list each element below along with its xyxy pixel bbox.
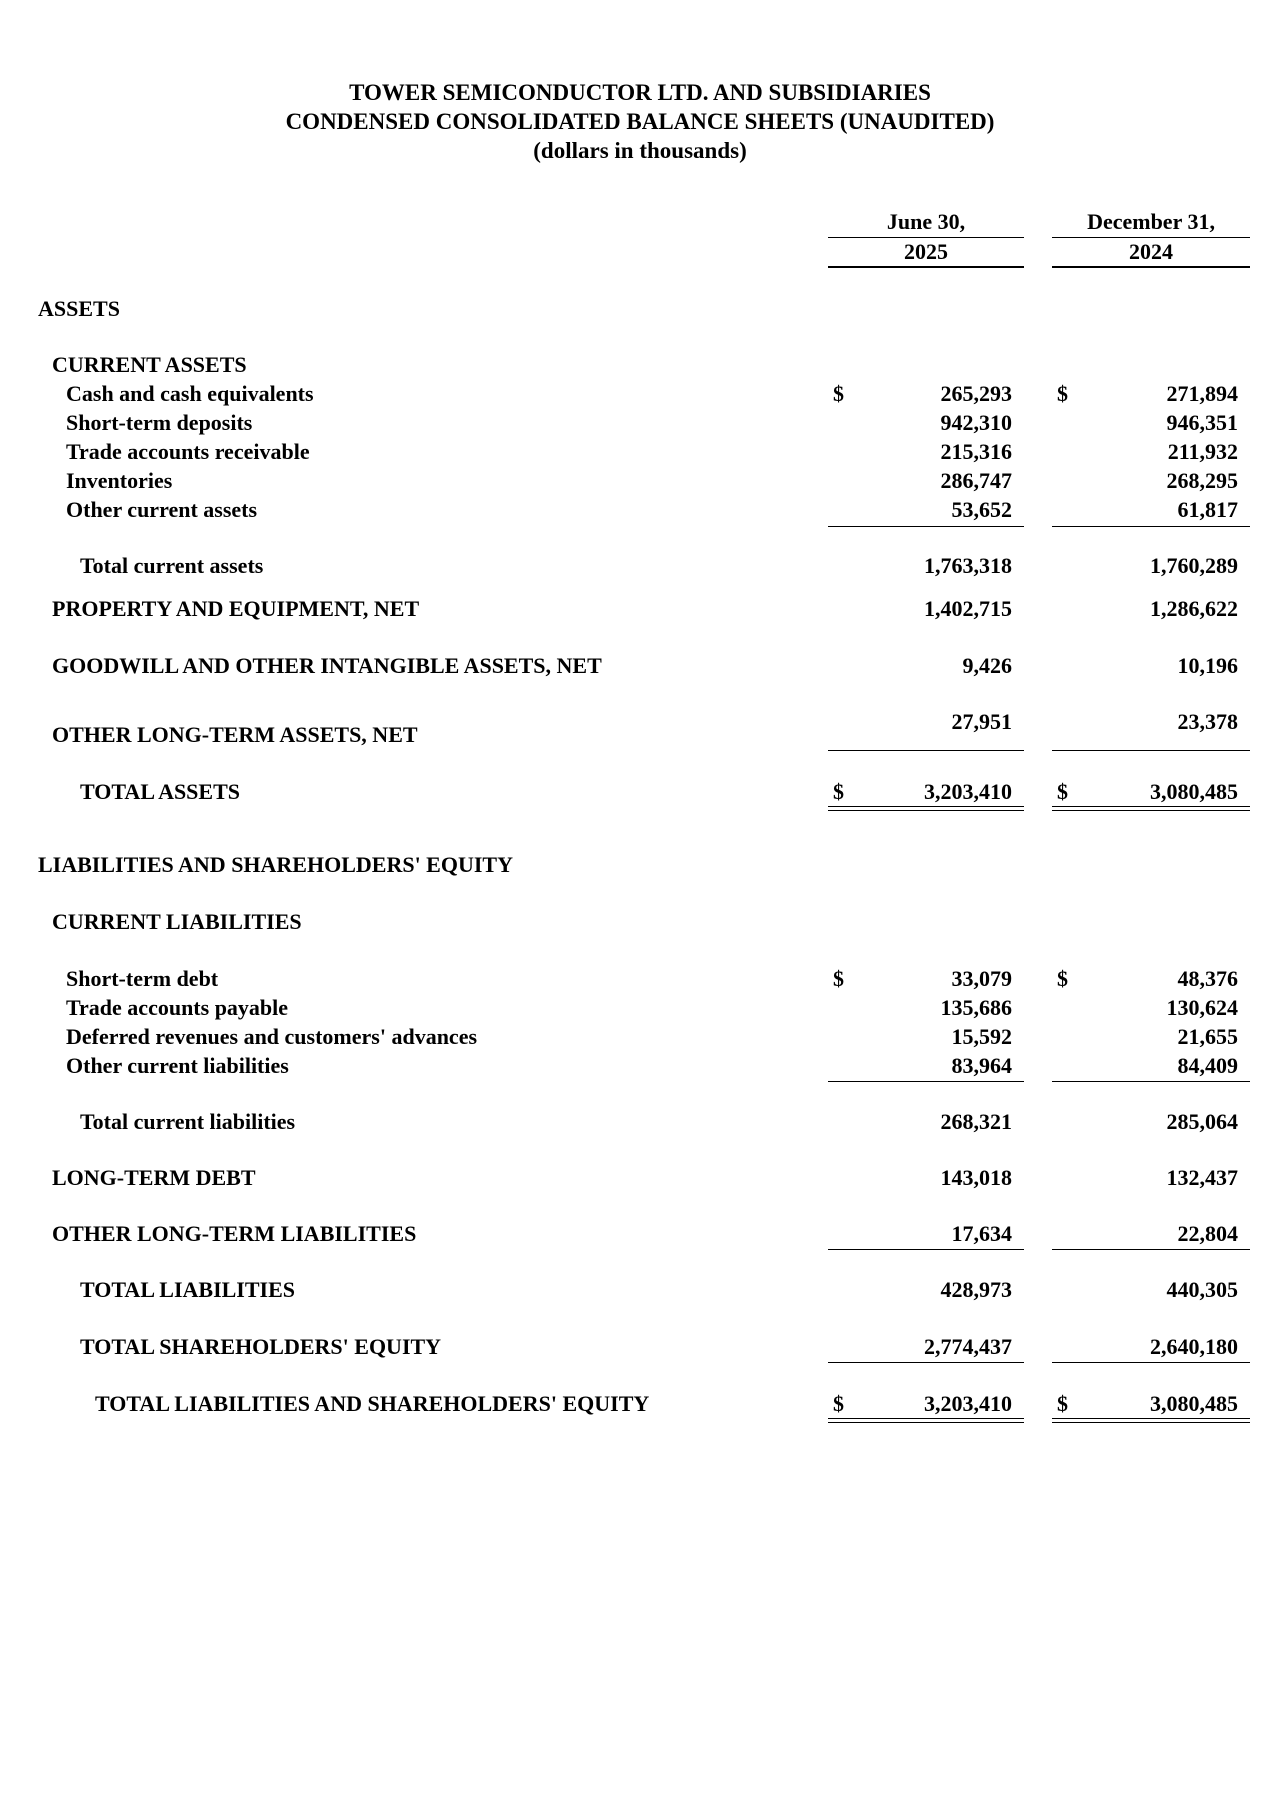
column-header-year: 2025 bbox=[904, 239, 948, 264]
deferred-revenues-2024: 21,655 bbox=[1177, 1024, 1238, 1049]
long-term-debt-2025: 143,018 bbox=[940, 1165, 1012, 1190]
subtotal-rule bbox=[828, 526, 1024, 527]
dollar-sign: $ bbox=[833, 779, 844, 804]
short-term-debt-2025: 33,079 bbox=[951, 966, 1012, 991]
other-current-liabilities-label: Other current liabilities bbox=[66, 1053, 289, 1078]
column-header-year-2025 bbox=[828, 240, 1024, 264]
column-header-date: June 30, bbox=[886, 209, 966, 234]
column-header-rule bbox=[828, 237, 1024, 238]
other-long-term-liabilities-2024: 22,804 bbox=[1177, 1221, 1238, 1246]
ppe-2024: 1,286,622 bbox=[1150, 596, 1238, 621]
subtotal-rule bbox=[828, 1362, 1024, 1363]
total-assets-2024: 3,080,485 bbox=[1150, 779, 1238, 804]
total-current-liabilities-2024: 285,064 bbox=[1166, 1109, 1238, 1134]
other-long-term-liabilities-label: OTHER LONG-TERM LIABILITIES bbox=[52, 1221, 417, 1246]
ppe-2025: 1,402,715 bbox=[924, 596, 1012, 621]
other-current-assets-label: Other current assets bbox=[66, 497, 258, 522]
receivable-label: Trade accounts receivable bbox=[66, 439, 310, 464]
goodwill-label: GOODWILL AND OTHER INTANGIBLE ASSETS, NET bbox=[52, 653, 602, 678]
total-double-rule bbox=[828, 806, 1024, 811]
deposits-2025: 942,310 bbox=[940, 410, 1012, 435]
inventories-2024: 268,295 bbox=[1166, 468, 1238, 493]
total-current-liabilities-2025: 268,321 bbox=[940, 1109, 1012, 1134]
long-term-debt-label: LONG-TERM DEBT bbox=[52, 1165, 256, 1190]
subtotal-rule bbox=[1052, 526, 1250, 527]
other-long-term-assets-label: OTHER LONG-TERM ASSETS, NET bbox=[52, 722, 418, 747]
total-liabilities-label: TOTAL LIABILITIES bbox=[80, 1277, 296, 1302]
other-long-term-assets-2025: 27,951 bbox=[951, 709, 1012, 734]
total-liabilities-equity-2025: 3,203,410 bbox=[924, 1391, 1012, 1416]
liabilities-heading: LIABILITIES AND SHAREHOLDERS' EQUITY bbox=[38, 852, 513, 877]
subtotal-rule bbox=[828, 750, 1024, 751]
dollar-sign: $ bbox=[833, 381, 844, 406]
statement-title: CONDENSED CONSOLIDATED BALANCE SHEETS (UNAUDITED) bbox=[285, 109, 995, 134]
total-current-assets-label: Total current assets bbox=[80, 553, 264, 578]
subtotal-rule bbox=[1052, 1249, 1250, 1250]
total-double-rule bbox=[828, 1418, 1024, 1423]
goodwill-2024: 10,196 bbox=[1177, 653, 1238, 678]
column-header-rule bbox=[1052, 237, 1250, 238]
total-equity-2024: 2,640,180 bbox=[1150, 1334, 1238, 1359]
inventories-2025: 286,747 bbox=[940, 468, 1012, 493]
other-long-term-assets-2024: 23,378 bbox=[1177, 709, 1238, 734]
total-liabilities-equity-label: TOTAL LIABILITIES AND SHAREHOLDERS' EQUITY bbox=[95, 1391, 650, 1416]
dollar-sign: $ bbox=[1057, 966, 1068, 991]
total-equity-2025: 2,774,437 bbox=[924, 1334, 1012, 1359]
total-liabilities-equity-2024: 3,080,485 bbox=[1150, 1391, 1238, 1416]
current-liabilities-heading: CURRENT LIABILITIES bbox=[52, 909, 302, 934]
total-equity-label: TOTAL SHAREHOLDERS' EQUITY bbox=[80, 1334, 442, 1359]
total-double-rule bbox=[1052, 1418, 1250, 1423]
company-name: TOWER SEMICONDUCTOR LTD. AND SUBSIDIARIES bbox=[349, 80, 931, 105]
dollar-sign: $ bbox=[1057, 1391, 1068, 1416]
dollar-sign: $ bbox=[1057, 381, 1068, 406]
other-current-liabilities-2024: 84,409 bbox=[1177, 1053, 1238, 1078]
dollar-sign: $ bbox=[1057, 779, 1068, 804]
subtotal-rule bbox=[1052, 750, 1250, 751]
deferred-revenues-label: Deferred revenues and customers' advances bbox=[66, 1024, 478, 1049]
other-current-liabilities-2025: 83,964 bbox=[951, 1053, 1012, 1078]
long-term-debt-2024: 132,437 bbox=[1166, 1165, 1238, 1190]
cash-2024: 271,894 bbox=[1166, 381, 1238, 406]
ppe-label: PROPERTY AND EQUIPMENT, NET bbox=[52, 596, 420, 621]
cash-label: Cash and cash equivalents bbox=[66, 381, 314, 406]
column-header-year: 2024 bbox=[1129, 239, 1173, 264]
deposits-label: Short-term deposits bbox=[66, 410, 253, 435]
payable-2025: 135,686 bbox=[940, 995, 1012, 1020]
subtotal-rule bbox=[828, 1081, 1024, 1082]
deferred-revenues-2025: 15,592 bbox=[951, 1024, 1012, 1049]
total-double-rule bbox=[1052, 806, 1250, 811]
dollar-sign: $ bbox=[833, 966, 844, 991]
column-header-december-31 bbox=[1052, 210, 1250, 234]
inventories-label: Inventories bbox=[66, 468, 173, 493]
payable-2024: 130,624 bbox=[1166, 995, 1238, 1020]
column-header-year-2024 bbox=[1052, 240, 1250, 264]
column-header-rule bbox=[828, 266, 1024, 268]
other-long-term-liabilities-2025: 17,634 bbox=[951, 1221, 1012, 1246]
units-note: (dollars in thousands) bbox=[533, 138, 747, 163]
column-header-rule bbox=[1052, 266, 1250, 268]
total-liabilities-2025: 428,973 bbox=[940, 1277, 1012, 1302]
other-current-assets-2025: 53,652 bbox=[951, 497, 1012, 522]
document-title bbox=[0, 78, 1280, 165]
payable-label: Trade accounts payable bbox=[66, 995, 289, 1020]
short-term-debt-2024: 48,376 bbox=[1177, 966, 1238, 991]
subtotal-rule bbox=[1052, 1362, 1250, 1363]
total-current-assets-2024: 1,760,289 bbox=[1150, 553, 1238, 578]
deposits-2024: 946,351 bbox=[1166, 410, 1238, 435]
total-current-liabilities-label: Total current liabilities bbox=[80, 1109, 296, 1134]
total-assets-2025: 3,203,410 bbox=[924, 779, 1012, 804]
total-current-assets-2025: 1,763,318 bbox=[924, 553, 1012, 578]
subtotal-rule bbox=[828, 1249, 1024, 1250]
short-term-debt-label: Short-term debt bbox=[66, 966, 219, 991]
dollar-sign: $ bbox=[833, 1391, 844, 1416]
column-header-june-30 bbox=[828, 210, 1024, 234]
goodwill-2025: 9,426 bbox=[962, 653, 1012, 678]
receivable-2025: 215,316 bbox=[940, 439, 1012, 464]
column-header-date: December 31, bbox=[1087, 209, 1215, 234]
total-assets-label: TOTAL ASSETS bbox=[80, 779, 241, 804]
assets-heading: ASSETS bbox=[38, 296, 120, 321]
subtotal-rule bbox=[1052, 1081, 1250, 1082]
receivable-2024: 211,932 bbox=[1167, 439, 1238, 464]
other-current-assets-2024: 61,817 bbox=[1177, 497, 1238, 522]
total-liabilities-2024: 440,305 bbox=[1166, 1277, 1238, 1302]
cash-2025: 265,293 bbox=[940, 381, 1012, 406]
current-assets-heading: CURRENT ASSETS bbox=[52, 352, 247, 377]
